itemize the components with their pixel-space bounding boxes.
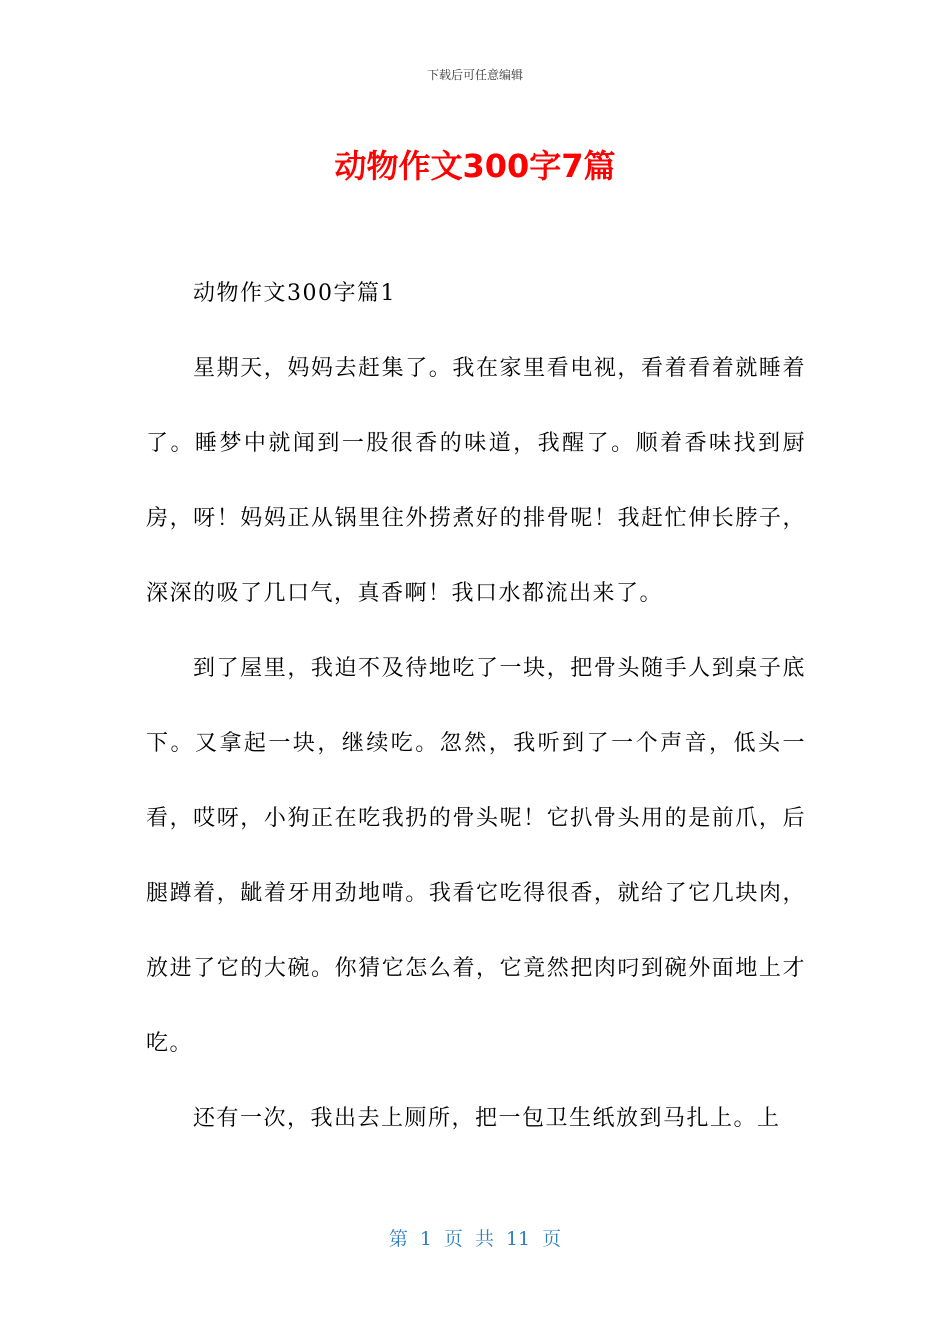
footer-page-number: 1 <box>419 1228 432 1250</box>
document-title: 动物作文300字7篇 <box>334 147 616 185</box>
footer-middle: 页 共 <box>443 1228 494 1250</box>
page-footer <box>0 1226 950 1252</box>
document-body <box>146 256 806 1156</box>
section-heading: 动物作文300字篇1 <box>193 281 396 306</box>
footer-total-pages: 11 <box>505 1228 531 1250</box>
footer-prefix: 第 <box>388 1228 408 1250</box>
paragraph-3: 还有一次，我出去上厕所，把一包卫生纸放到马扎上。上 <box>193 1106 781 1131</box>
footer-suffix: 页 <box>542 1228 562 1250</box>
paragraph-2: 到了屋里，我迫不及待地吃了一块，把骨头随手人到桌子底下。又拿起一块，继续吃。忽然，我听到了一个声音，低头一看，哎呀，小狗正在吃我扔的骨头呢！它扒骨头用的是前爪，后腿蹲着，龇着牙用劲地啃。我看它吃得很香，就给了它几块肉，放进了它的大碗。你猜它怎么着，它竟然把肉叼到碗外面地上才吃。 <box>146 656 806 1056</box>
paragraph-1: 星期天，妈妈去赶集了。我在家里看电视，看着看着就睡着了。睡梦中就闻到一股很香的味道，我醒了。顺着香味找到厨房，呀！妈妈正从锅里往外捞煮好的排骨呢！我赶忙伸长脖子，深深的吸了几口气，真香啊！我口水都流出来了。 <box>146 356 806 606</box>
header-note: 下载后可任意编辑 <box>426 68 523 82</box>
